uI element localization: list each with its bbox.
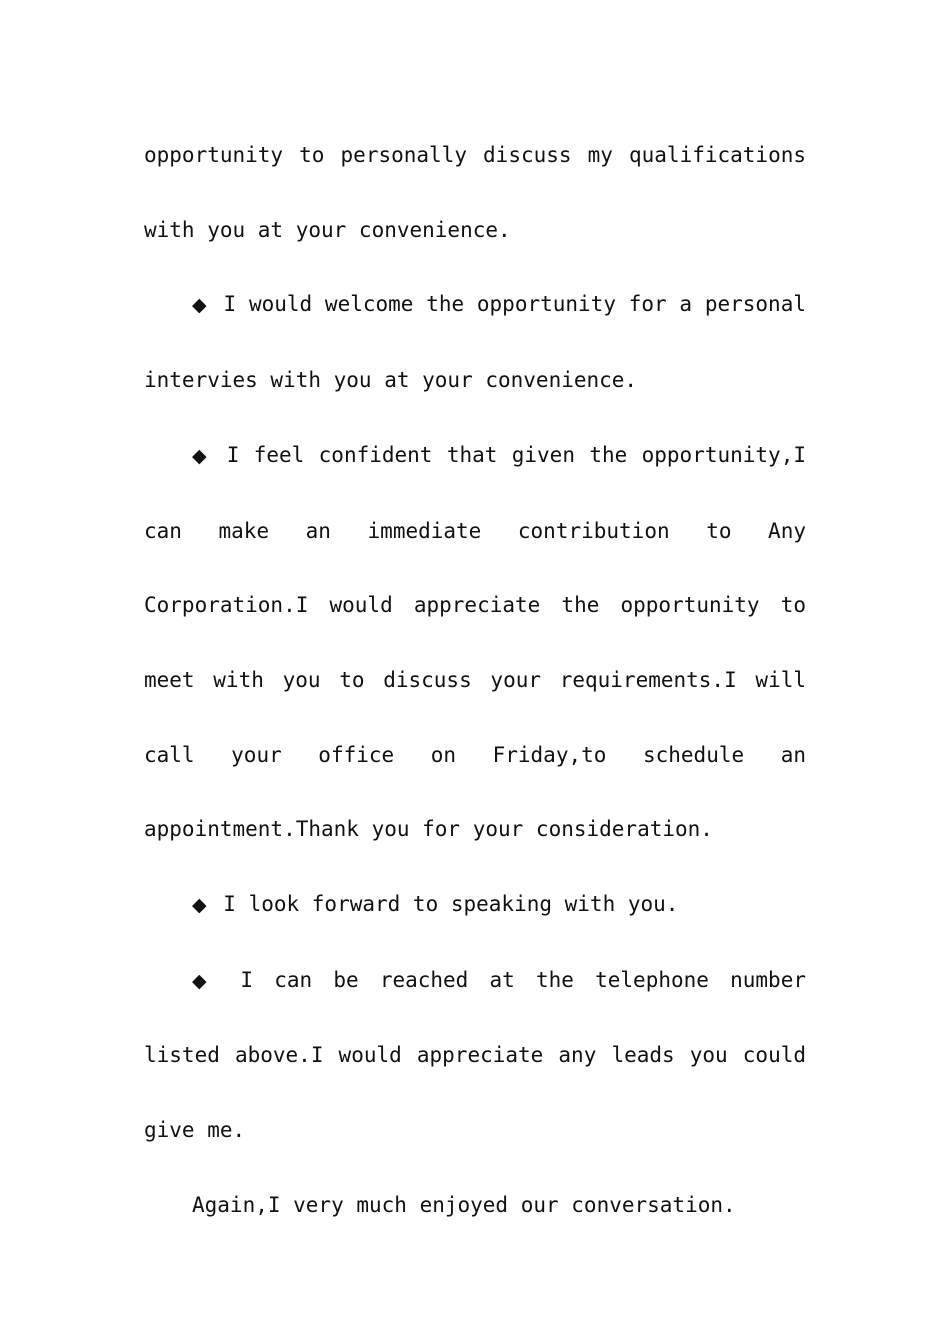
paragraph-text: I can be reached at the telephone number listed above.I would appreciate any leads you could give me. xyxy=(144,967,806,1143)
paragraph-text: I look forward to speaking with you. xyxy=(223,892,679,917)
paragraph-text: I would welcome the opportunity for a personal intervies with you at your convenience. xyxy=(144,292,806,393)
paragraph-text: Again,I very much enjoyed our conversation. xyxy=(192,1192,736,1217)
document-page xyxy=(144,118,806,1243)
bullet-paragraph-reached xyxy=(144,943,806,1168)
diamond-bullet-icon: ◆ xyxy=(192,294,207,317)
diamond-bullet-icon: ◆ xyxy=(192,444,209,467)
diamond-bullet-icon: ◆ xyxy=(192,894,207,917)
paragraph-text: I feel confident that given the opportunity,I can make an immediate contribution to Any Corporation.I would appreciate the opportunity to meet with you to discuss your requirements.I will call your office on Friday,to schedule an appointment.Thank you for your consideration. xyxy=(144,442,806,842)
paragraph-text: opportunity to personally discuss my qualifications with you at your convenience. xyxy=(144,143,806,242)
closing-paragraph xyxy=(144,1168,806,1243)
bullet-paragraph-look-forward xyxy=(144,867,806,943)
bullet-paragraph-confident xyxy=(144,418,806,867)
paragraph-continuation xyxy=(144,118,806,267)
diamond-bullet-icon: ◆ xyxy=(192,969,216,992)
bullet-paragraph-welcome xyxy=(144,267,806,417)
